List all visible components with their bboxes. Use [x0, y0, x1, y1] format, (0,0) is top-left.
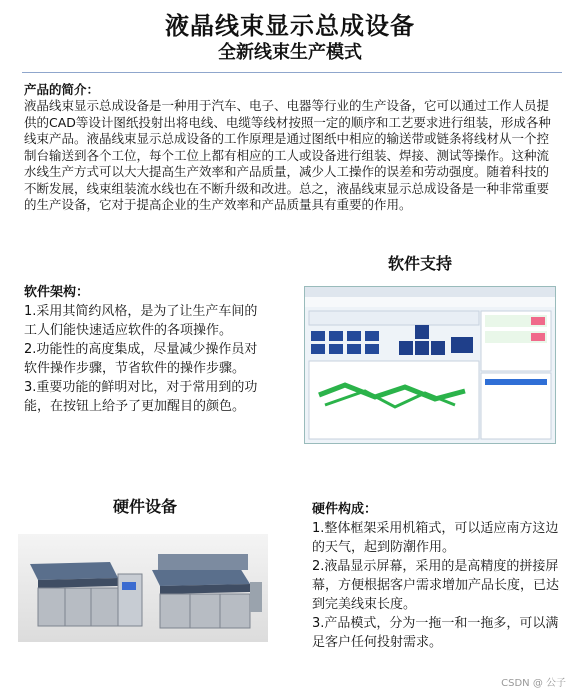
divider	[22, 72, 562, 73]
software-ui-illustration	[305, 287, 555, 443]
architecture-item: 1.采用其简约风格，是为了让生产车间的工人们能快速适应软件的各项操作。	[24, 304, 258, 338]
hardware-item: 3.产品模式，分为一拖一和一拖多，可以满足客户任何投射需求。	[312, 616, 559, 650]
hardware-image	[18, 534, 268, 642]
architecture-section	[24, 283, 264, 416]
hardware-section	[312, 500, 562, 652]
hardware-item: 2.液晶显示屏幕，采用的是高精度的拼接屏幕，方便根据客户需求增加产品长度，已达到完美线束长度。	[312, 559, 560, 612]
architecture-item: 3.重要功能的鲜明对比，对于常用到的功能，在按钮上给予了更加醒目的颜色。	[24, 380, 258, 414]
software-screenshot	[304, 286, 556, 444]
hardware-item: 1.整体框架采用机箱式，可以适应南方这边的天气，起到防潮作用。	[312, 521, 559, 555]
hardware-title: 硬件设备	[113, 497, 178, 516]
watermark: CSDN @ 公子	[501, 678, 566, 689]
page-subtitle: 全新线束生产模式	[218, 42, 362, 63]
architecture-heading: 软件架构：	[24, 285, 90, 300]
software-title: 软件支持	[388, 254, 453, 273]
hardware-illustration	[18, 534, 268, 642]
architecture-item: 2.功能性的高度集成，尽量减少操作员对软件操作步骤，节省软件的操作步骤。	[24, 342, 258, 376]
intro-text: 液晶线束显示总成设备是一种用于汽车、电子、电器等行业的生产设备，它可以通过工作人员提供的CAD等设计图纸投射出将电线、电缆等线材按照一定的顺序和工艺要求进行组装，形成各种线束产品。液晶线束显示总成设备的工作原理是通过图纸中相应的输送带或链条将线材从一个控制台输送到各个工位，每个工位上都有相应的工人或设备进行组装、焊接、测试等操作。这种流水线生产方式可以大大提高生产效率和产品质量，减少人工操作的误差和劳动强度。随着科技的不断发展，线束组装流水线也在不断升级和改进。总之，液晶线束显示总成设备是一种非常重要的生产设备，它对于提高企业的生产效率和产品质量具有重要的作用。	[24, 98, 551, 212]
intro-heading: 产品的简介：	[24, 82, 100, 97]
intro-section	[24, 80, 558, 214]
hardware-heading: 硬件构成：	[312, 502, 378, 517]
page-title: 液晶线束显示总成设备	[165, 12, 415, 40]
